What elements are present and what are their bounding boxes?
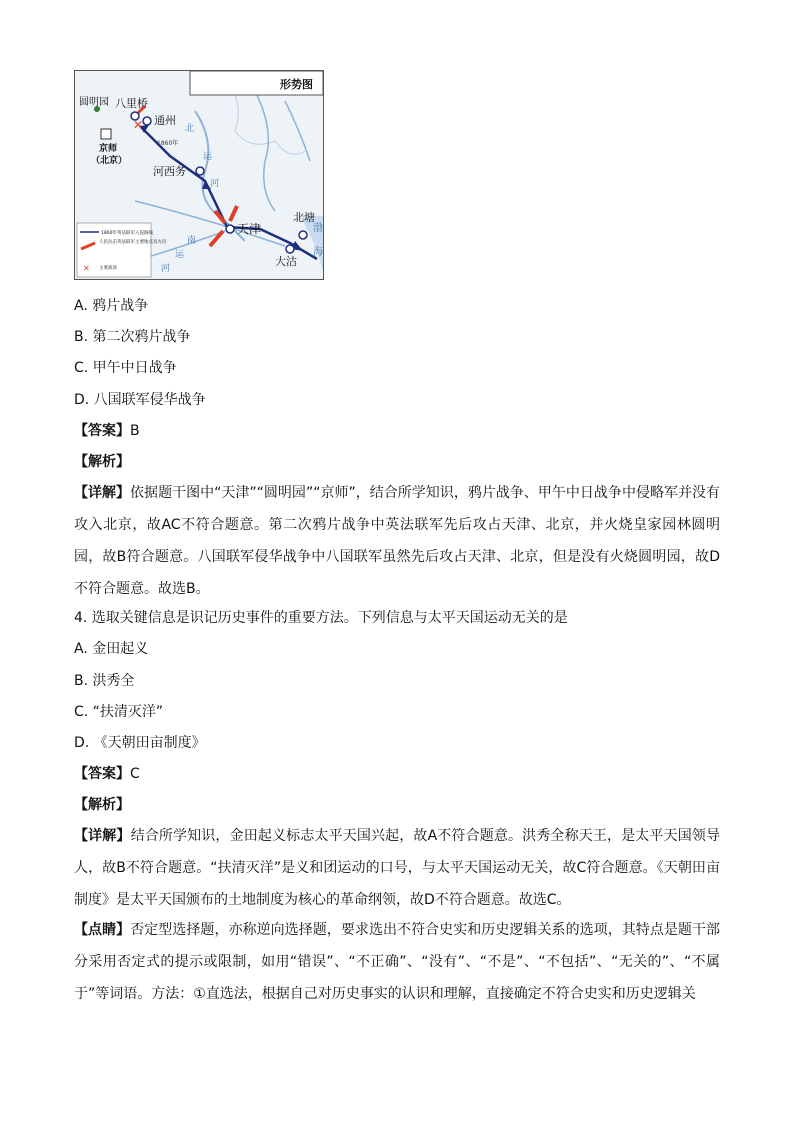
q3-detail-text: 依据题干图中“天津”“圆明园”“京师”，结合所学知识，鸦片战争、甲午中日战争中侵略军并没有攻入北京，故AC不符合题意。第二次鸦片战争中英法联军先后攻占天津、北京，并火烧皇家园林圆明园，故B符合题意。八国联军侵华战争中八国联军虽然先后攻占天津、北京，但是没有火烧圆明园，故D不符合题意。故选B。 bbox=[74, 485, 721, 597]
hexiwu-dot bbox=[196, 167, 204, 175]
label-dagu: 大沽 bbox=[275, 255, 297, 268]
battle-mark: ✕ bbox=[133, 118, 144, 132]
q3-option-b: B. 第二次鸦片战争 bbox=[74, 329, 191, 345]
label-nan: 南 bbox=[187, 236, 197, 246]
label-beijing: （北京） bbox=[91, 156, 128, 166]
legend-battle: 主要战场 bbox=[99, 266, 117, 271]
q3-option-a: A. 鸦片战争 bbox=[74, 298, 149, 314]
q4-analysis-label: 【解析】 bbox=[74, 797, 130, 813]
label-he: 河 bbox=[210, 179, 220, 189]
q4-answer-value: C bbox=[130, 766, 140, 782]
historical-map bbox=[74, 70, 324, 280]
legend-route: 1860年英法联军入侵路线 bbox=[101, 231, 153, 236]
label-yuanmingyuan: 圆明园 bbox=[79, 97, 109, 108]
q4-detail bbox=[74, 820, 720, 916]
q4-stem: 4. 选取关键信息是识记历史事件的重要方法。下列信息与太平天国运动无关的是 bbox=[74, 610, 568, 626]
legend-battle-icon: ✕ bbox=[83, 264, 90, 273]
q3-option-c: C. 甲午中日战争 bbox=[74, 360, 177, 376]
q3-option-d: D. 八国联军侵华战争 bbox=[74, 392, 206, 408]
label-jingshi: 京师 bbox=[99, 144, 118, 154]
q3-detail bbox=[74, 477, 720, 605]
q4-tip-text: 否定型选择题，亦称逆向选择题，要求选出不符合史实和历史逻辑关系的选项，其特点是题干部分采用否定式的提示或限制，如用“错误”、“不正确”、“没有”、“不是”、“不包括”、“无关的”、“不属于”等词语。方法：①直选法，根据自己对历史事实的认识和理解，直接确定不符合史实和历史逻辑关 bbox=[74, 922, 721, 1002]
label-tianjin: 天津 bbox=[237, 222, 262, 236]
q3-answer bbox=[74, 421, 140, 441]
label-bei: 北 bbox=[185, 124, 195, 134]
map-drawing bbox=[75, 71, 323, 279]
jingshi-marker bbox=[101, 129, 111, 139]
label-bo: 渤 bbox=[313, 223, 323, 234]
q4-option-a: A. 金田起义 bbox=[74, 641, 149, 657]
q4-option-c: C. “扶清灭洋” bbox=[74, 704, 164, 720]
label-tongzhou: 通州 bbox=[154, 114, 176, 127]
q4-answer-label: 【答案】 bbox=[74, 766, 130, 782]
tianjin-dot bbox=[226, 225, 234, 233]
label-beitang: 北塘 bbox=[293, 211, 315, 224]
tongzhou-dot bbox=[143, 117, 151, 125]
label-yun: 运 bbox=[203, 152, 213, 162]
label-yun2: 运 bbox=[175, 250, 185, 260]
label-year: 1860年 bbox=[157, 140, 179, 147]
q3-analysis-label: 【解析】 bbox=[74, 454, 130, 470]
beitang-dot bbox=[299, 231, 307, 239]
q4-detail-text: 结合所学知识，金田起义标志太平天国兴起，故A不符合题意。洪秀全称天王，是太平天国领导人，故B不符合题意。“扶清灭洋”是义和团运动的口号，与太平天国运动无关，故C符合题意。《天朝田亩制度》是太平天国颁布的土地制度为核心的革命纲领，故D不符合题意。故选C。 bbox=[74, 828, 721, 908]
label-hai: 海 bbox=[313, 247, 323, 258]
legend-resist: 人民抗击英法联军主要地点及方向 bbox=[99, 240, 167, 245]
q3-answer-label: 【答案】 bbox=[74, 423, 130, 439]
label-he2: 河 bbox=[161, 264, 171, 274]
q4-tip-label: 【点睛】 bbox=[74, 922, 131, 938]
q4-option-b: B. 洪秀全 bbox=[74, 673, 135, 689]
map-title: 形势图 bbox=[280, 78, 313, 91]
dagu-dot bbox=[286, 245, 294, 253]
label-hexiwu: 河西务 bbox=[153, 165, 186, 178]
q3-detail-label: 【详解】 bbox=[74, 485, 131, 501]
q4-answer bbox=[74, 764, 140, 784]
q4-tip bbox=[74, 914, 720, 1010]
label-baliqiao: 八里桥 bbox=[115, 97, 148, 110]
q3-answer-value: B bbox=[130, 423, 140, 439]
q4-detail-label: 【详解】 bbox=[74, 828, 131, 844]
q4-option-d: D. 《天朝田亩制度》 bbox=[74, 735, 206, 751]
